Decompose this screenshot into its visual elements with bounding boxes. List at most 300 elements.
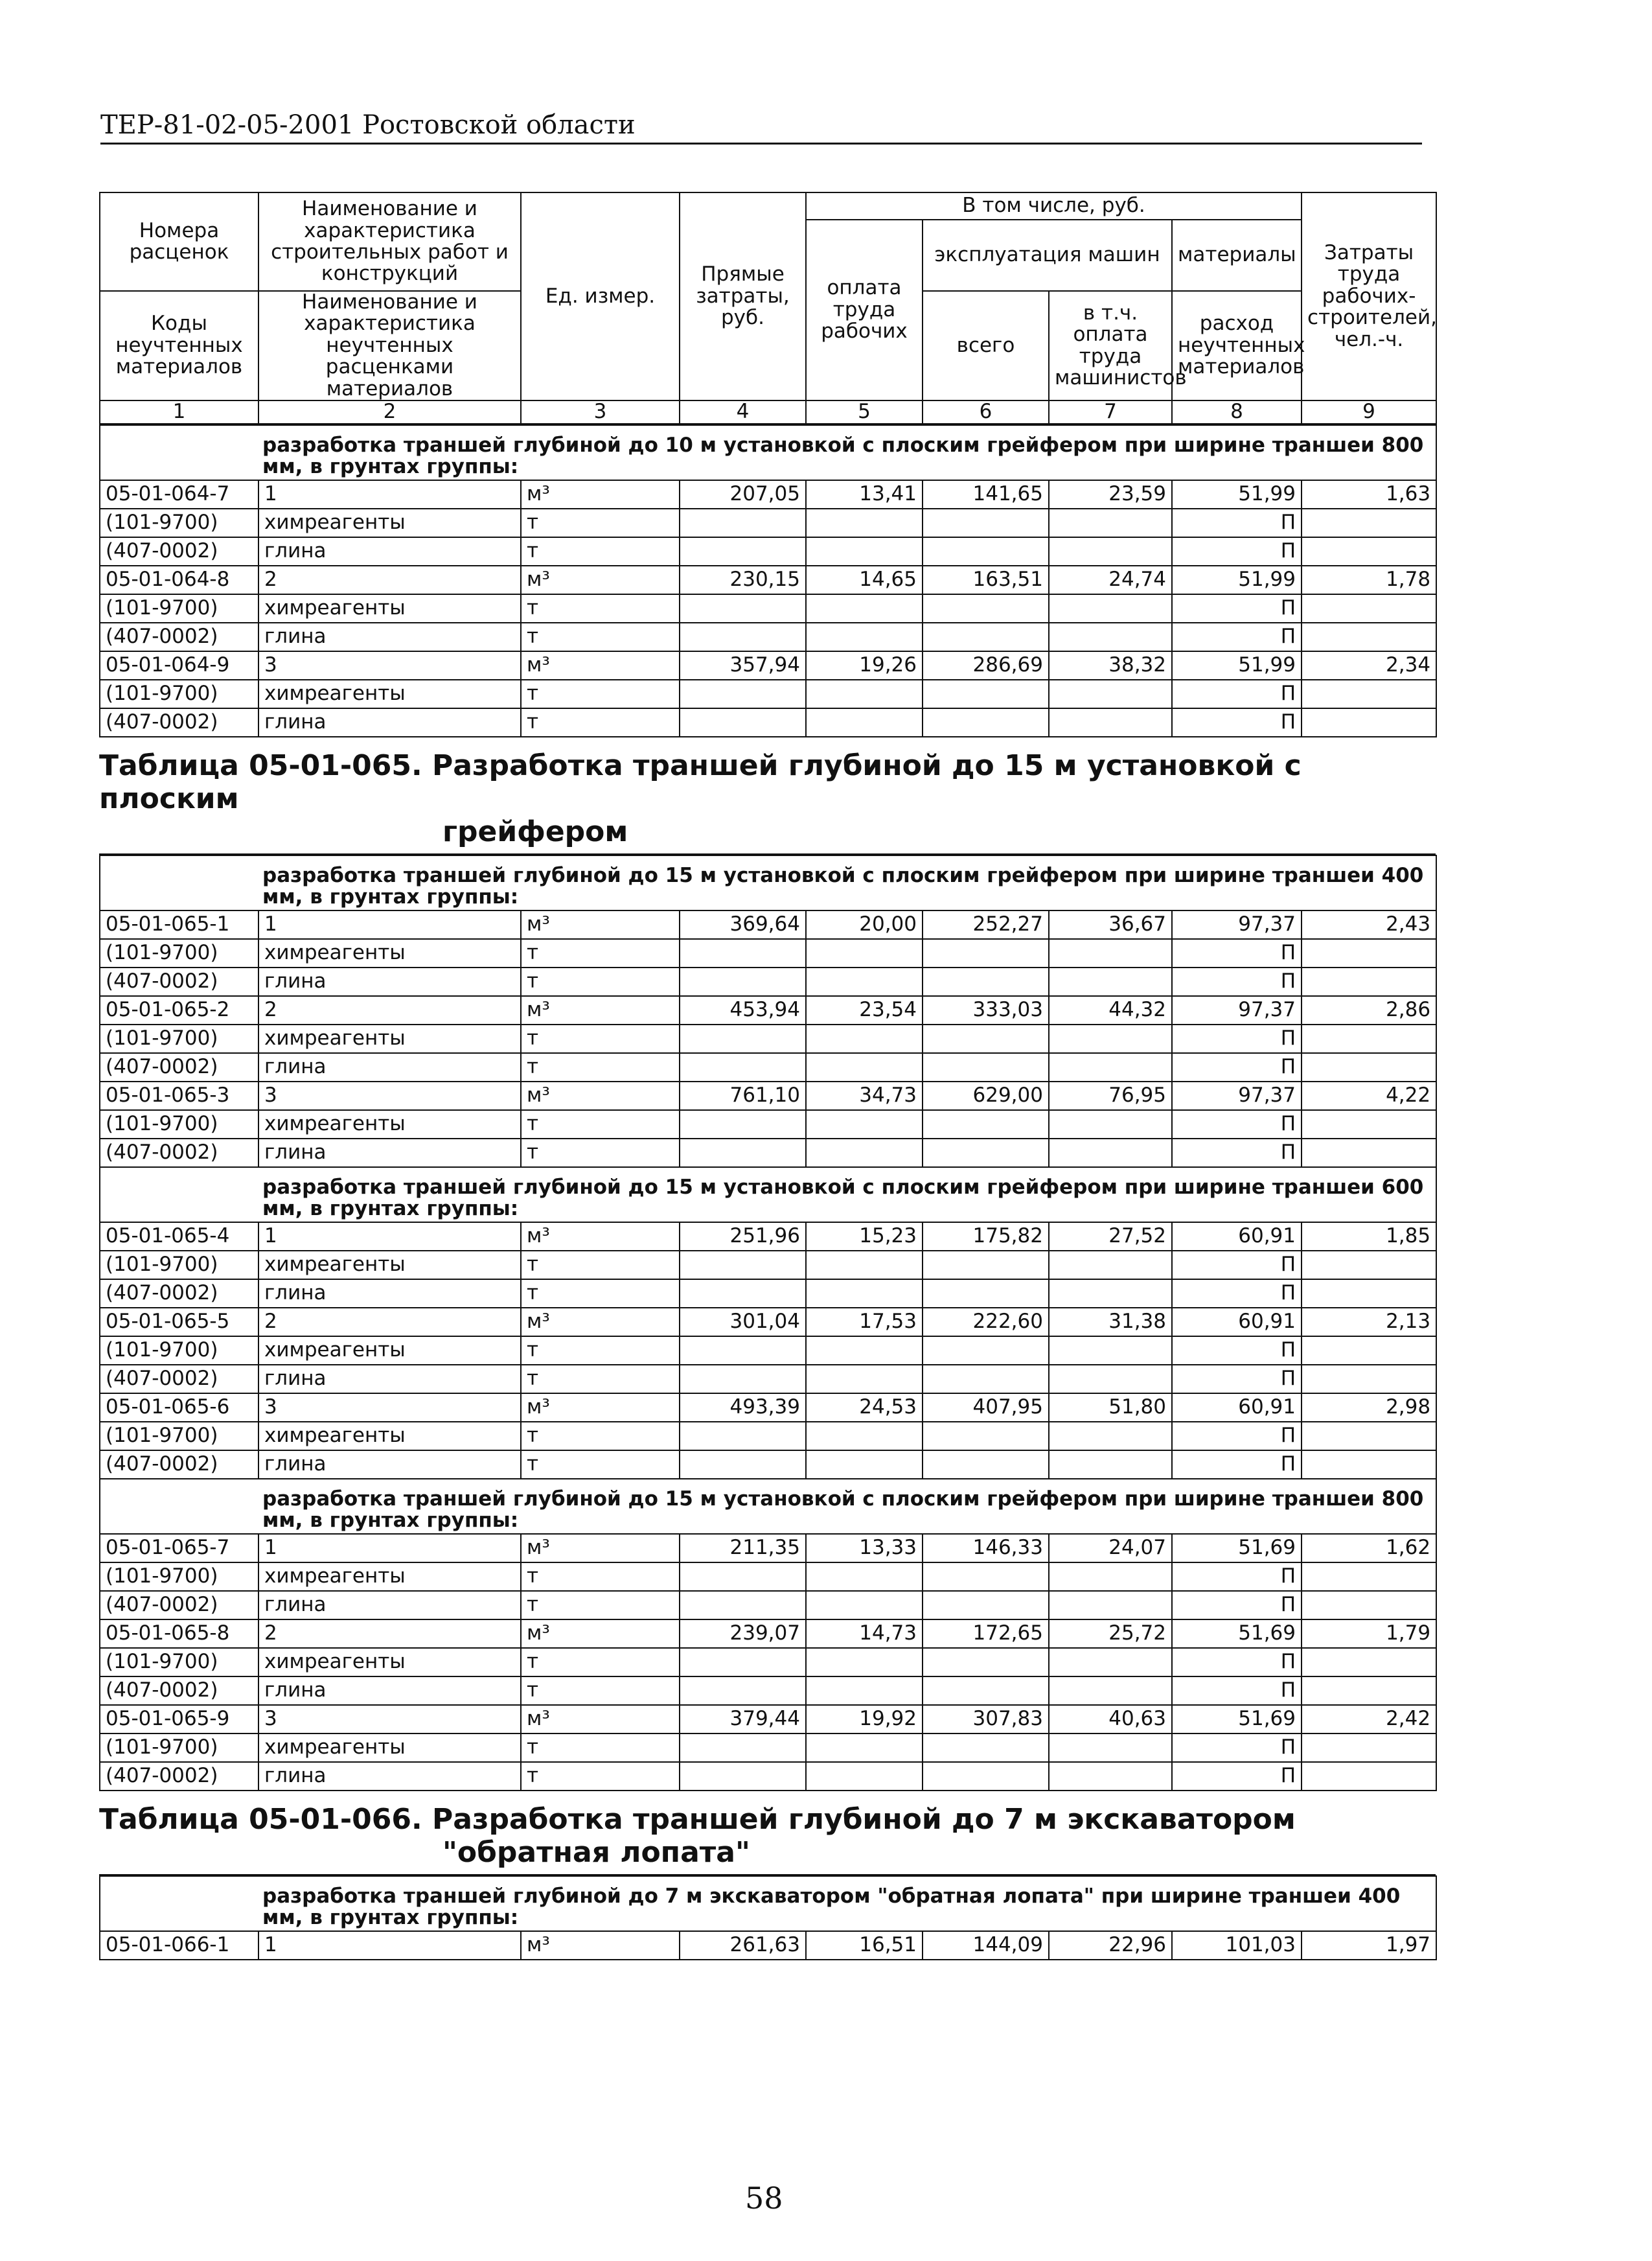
rate-code: 05-01-064-8 [100,566,258,594]
machinist-pay: 40,63 [1049,1705,1172,1733]
material-row [100,1648,1436,1676]
material-code: (407-0002) [100,968,258,996]
labor-hours: 1,85 [1302,1222,1436,1251]
empty-cell [923,1648,1049,1676]
materials-cost: 60,91 [1172,1393,1302,1422]
rate-code: 05-01-064-7 [100,480,258,509]
empty-cell [923,1762,1049,1791]
material-flag: П [1172,708,1302,737]
material-unit: т [521,1733,680,1762]
rates-table-1 [99,1875,1437,1960]
col-number-6: 6 [923,400,1049,423]
material-name: глина [258,1762,521,1791]
machine-operation: 286,69 [923,651,1049,680]
material-name: глина [258,1676,521,1705]
empty-cell [680,1336,806,1365]
material-unit: т [521,1562,680,1591]
material-flag: П [1172,939,1302,968]
rate-row [100,1393,1436,1422]
empty-cell [680,1733,806,1762]
empty-cell [923,1733,1049,1762]
labor-hours: 1,78 [1302,566,1436,594]
machine-operation: 307,83 [923,1705,1049,1733]
soil-group: 2 [258,996,521,1025]
materials-cost: 97,37 [1172,1082,1302,1110]
rate-row [100,480,1436,509]
empty-cell [923,594,1049,623]
empty-cell [806,1676,923,1705]
empty-cell [1049,509,1172,537]
empty-cell [923,1365,1049,1393]
direct-costs: 493,39 [680,1393,806,1422]
materials-cost: 51,99 [1172,480,1302,509]
col-header-6: всего [923,291,1049,400]
material-name: глина [258,1365,521,1393]
rate-code: 05-01-064-9 [100,651,258,680]
empty-cell [806,1450,923,1479]
empty-cell [1302,623,1436,651]
material-flag: П [1172,1762,1302,1791]
material-unit: т [521,594,680,623]
rates-table-064 [99,424,1437,737]
material-unit: т [521,939,680,968]
rate-row [100,1222,1436,1251]
empty-cell [806,623,923,651]
material-name: глина [258,1139,521,1167]
empty-cell [680,1591,806,1619]
material-flag: П [1172,1025,1302,1053]
col-number-3: 3 [521,400,680,423]
material-row [100,509,1436,537]
empty-cell [923,1110,1049,1139]
material-unit: т [521,1422,680,1450]
material-code: (407-0002) [100,1053,258,1082]
empty-cell [923,1676,1049,1705]
empty-cell [1302,1762,1436,1791]
empty-cell [680,1053,806,1082]
material-code: (407-0002) [100,1450,258,1479]
unit: м³ [521,910,680,939]
material-unit: т [521,1676,680,1705]
material-code: (101-9700) [100,1251,258,1279]
empty-cell [806,1336,923,1365]
labor-pay: 24,53 [806,1393,923,1422]
material-unit: т [521,1450,680,1479]
empty-cell [1302,1025,1436,1053]
machinist-pay: 36,67 [1049,910,1172,939]
material-code: (407-0002) [100,1591,258,1619]
material-name: химреагенты [258,1025,521,1053]
soil-group: 3 [258,1393,521,1422]
empty-cell [923,1591,1049,1619]
empty-cell [923,623,1049,651]
empty-cell [923,1025,1049,1053]
material-row [100,939,1436,968]
rate-row [100,1534,1436,1562]
empty-cell [1049,1279,1172,1308]
empty-cell [680,623,806,651]
unit: м³ [521,1308,680,1336]
labor-pay: 34,73 [806,1082,923,1110]
empty-cell [806,680,923,708]
empty-cell [806,1279,923,1308]
material-code: (101-9700) [100,1648,258,1676]
col-number-5: 5 [806,400,923,423]
material-flag: П [1172,1279,1302,1308]
empty-cell [1049,594,1172,623]
machine-operation: 407,95 [923,1393,1049,1422]
material-row [100,1139,1436,1167]
machinist-pay: 51,80 [1049,1393,1172,1422]
machinist-pay: 23,59 [1049,480,1172,509]
soil-group: 2 [258,566,521,594]
col-header-9: Затраты труда рабочих-строителей, чел.-ч. [1302,192,1436,400]
empty-cell [680,1422,806,1450]
empty-cell [1302,1279,1436,1308]
labor-hours: 1,79 [1302,1619,1436,1648]
labor-hours: 1,62 [1302,1534,1436,1562]
material-code: (407-0002) [100,537,258,566]
column-header-table [99,192,1437,424]
table-title-line2: грейфером [442,815,628,848]
empty-cell [806,1025,923,1053]
empty-cell [1049,1648,1172,1676]
material-code: (101-9700) [100,509,258,537]
direct-costs: 207,05 [680,480,806,509]
direct-costs: 239,07 [680,1619,806,1648]
rate-code: 05-01-065-6 [100,1393,258,1422]
labor-pay: 14,65 [806,566,923,594]
rate-row [100,651,1436,680]
soil-group: 1 [258,1931,521,1960]
machine-operation: 163,51 [923,566,1049,594]
empty-cell [806,1053,923,1082]
empty-cell [680,1365,806,1393]
empty-cell [806,939,923,968]
machinist-pay: 27,52 [1049,1222,1172,1251]
unit: м³ [521,996,680,1025]
empty-cell [1302,1676,1436,1705]
material-code: (101-9700) [100,1336,258,1365]
material-code: (101-9700) [100,1733,258,1762]
material-unit: т [521,1025,680,1053]
empty-cell [806,1648,923,1676]
soil-group: 3 [258,1082,521,1110]
unit: м³ [521,1393,680,1422]
material-row [100,1025,1436,1053]
empty-cell [1302,1733,1436,1762]
table-title-line1: Таблица 05-01-065. Разработка траншей глубиной до 15 м установкой с плоским [99,748,1302,815]
empty-cell [1049,1591,1172,1619]
material-code: (101-9700) [100,680,258,708]
material-name: химреагенты [258,680,521,708]
material-name: глина [258,537,521,566]
rate-row [100,1082,1436,1110]
page-number: 58 [745,2181,783,2216]
empty-cell [680,680,806,708]
material-unit: т [521,1110,680,1139]
empty-cell [680,1450,806,1479]
material-name: химреагенты [258,1562,521,1591]
machinist-pay: 24,74 [1049,566,1172,594]
direct-costs: 261,63 [680,1931,806,1960]
rates-sheet [99,192,1436,1960]
material-name: химреагенты [258,1648,521,1676]
direct-costs: 369,64 [680,910,806,939]
empty-cell [923,1422,1049,1450]
empty-cell [680,594,806,623]
material-name: химреагенты [258,509,521,537]
soil-group: 1 [258,1222,521,1251]
material-row [100,623,1436,651]
empty-cell [923,1251,1049,1279]
unit: м³ [521,1082,680,1110]
empty-cell [680,1251,806,1279]
empty-cell [923,509,1049,537]
col-header-2a: Наименование и характеристика строительных работ и конструкций [258,192,521,291]
machine-operation: 222,60 [923,1308,1049,1336]
empty-cell [806,968,923,996]
labor-pay: 23,54 [806,996,923,1025]
unit: м³ [521,1222,680,1251]
material-flag: П [1172,1676,1302,1705]
material-code: (407-0002) [100,1676,258,1705]
material-flag: П [1172,1422,1302,1450]
rate-code: 05-01-065-2 [100,996,258,1025]
empty-cell [1302,1365,1436,1393]
material-row [100,1450,1436,1479]
soil-group: 2 [258,1619,521,1648]
machine-operation: 172,65 [923,1619,1049,1648]
empty-cell [1302,1450,1436,1479]
empty-cell [806,537,923,566]
labor-pay: 15,23 [806,1222,923,1251]
materials-cost: 51,99 [1172,566,1302,594]
material-row [100,708,1436,737]
material-flag: П [1172,968,1302,996]
empty-cell [1049,623,1172,651]
material-flag: П [1172,1450,1302,1479]
rate-row [100,1931,1436,1960]
machinist-pay: 31,38 [1049,1308,1172,1336]
material-row [100,1365,1436,1393]
col-header-3: Ед. измер. [521,192,680,400]
empty-cell [923,1336,1049,1365]
rate-code: 05-01-065-7 [100,1534,258,1562]
machinist-pay: 22,96 [1049,1931,1172,1960]
material-code: (407-0002) [100,1365,258,1393]
material-flag: П [1172,1591,1302,1619]
labor-pay: 16,51 [806,1931,923,1960]
material-flag: П [1172,680,1302,708]
empty-cell [923,1562,1049,1591]
material-code: (407-0002) [100,708,258,737]
material-row [100,537,1436,566]
material-row [100,1422,1436,1450]
direct-costs: 357,94 [680,651,806,680]
empty-cell [806,1762,923,1791]
material-row [100,1762,1436,1791]
material-unit: т [521,708,680,737]
empty-cell [1049,1762,1172,1791]
empty-cell [923,680,1049,708]
rate-row [100,566,1436,594]
material-unit: т [521,1053,680,1082]
machinist-pay: 24,07 [1049,1534,1172,1562]
material-name: глина [258,623,521,651]
empty-cell [806,1422,923,1450]
material-name: глина [258,1053,521,1082]
empty-cell [1302,1336,1436,1365]
empty-cell [1302,680,1436,708]
material-name: глина [258,1279,521,1308]
material-flag: П [1172,1648,1302,1676]
unit: м³ [521,1931,680,1960]
material-name: глина [258,1591,521,1619]
empty-cell [680,509,806,537]
empty-cell [680,1762,806,1791]
soil-group: 1 [258,1534,521,1562]
materials-cost: 97,37 [1172,996,1302,1025]
material-flag: П [1172,1139,1302,1167]
materials-cost: 51,69 [1172,1705,1302,1733]
col-number-1: 1 [100,400,258,423]
material-row [100,1591,1436,1619]
material-name: химреагенты [258,594,521,623]
empty-cell [680,1139,806,1167]
group-caption: разработка траншей глубиной до 15 м установкой с плоским грейфером при ширине траншеи 600 мм, в грунтах группы: [100,1167,1436,1222]
empty-cell [1049,1450,1172,1479]
material-name: химреагенты [258,1110,521,1139]
soil-group: 3 [258,651,521,680]
material-flag: П [1172,1733,1302,1762]
direct-costs: 251,96 [680,1222,806,1251]
material-unit: т [521,537,680,566]
empty-cell [806,1562,923,1591]
machine-operation: 333,03 [923,996,1049,1025]
soil-group: 2 [258,1308,521,1336]
material-name: химреагенты [258,1422,521,1450]
empty-cell [1049,1251,1172,1279]
material-unit: т [521,680,680,708]
material-flag: П [1172,509,1302,537]
material-unit: т [521,1251,680,1279]
unit: м³ [521,480,680,509]
col-number-7: 7 [1049,400,1172,423]
empty-cell [806,1251,923,1279]
material-unit: т [521,509,680,537]
col-header-2b: Наименование и характеристика неучтенных расценками материалов [258,291,521,400]
labor-hours: 2,86 [1302,996,1436,1025]
empty-cell [1302,1110,1436,1139]
material-code: (407-0002) [100,623,258,651]
direct-costs: 453,94 [680,996,806,1025]
material-row [100,1733,1436,1762]
unit: м³ [521,1619,680,1648]
unit: м³ [521,651,680,680]
empty-cell [1302,939,1436,968]
labor-hours: 1,63 [1302,480,1436,509]
labor-hours: 1,97 [1302,1931,1436,1960]
empty-cell [680,1648,806,1676]
empty-cell [923,1139,1049,1167]
material-row [100,1562,1436,1591]
machinist-pay: 38,32 [1049,651,1172,680]
soil-group: 3 [258,1705,521,1733]
rate-code: 05-01-065-4 [100,1222,258,1251]
empty-cell [1049,939,1172,968]
material-code: (101-9700) [100,1562,258,1591]
empty-cell [680,1676,806,1705]
empty-cell [1302,594,1436,623]
empty-cell [1049,680,1172,708]
group-caption: разработка траншей глубиной до 10 м установкой с плоским грейфером при ширине траншеи 800 мм, в грунтах группы: [100,425,1436,480]
empty-cell [923,1279,1049,1308]
empty-cell [806,1591,923,1619]
rate-row [100,1308,1436,1336]
material-code: (407-0002) [100,1139,258,1167]
direct-costs: 379,44 [680,1705,806,1733]
group-caption: разработка траншей глубиной до 15 м установкой с плоским грейфером при ширине траншеи 800 мм, в грунтах группы: [100,1479,1436,1534]
empty-cell [680,1110,806,1139]
material-flag: П [1172,1336,1302,1365]
col-number-9: 9 [1302,400,1436,423]
table-title [99,1791,1436,1875]
empty-cell [923,1053,1049,1082]
material-name: глина [258,1450,521,1479]
empty-cell [1302,1422,1436,1450]
labor-hours: 2,13 [1302,1308,1436,1336]
material-row [100,968,1436,996]
labor-pay: 13,33 [806,1534,923,1562]
empty-cell [680,968,806,996]
machine-operation: 175,82 [923,1222,1049,1251]
material-unit: т [521,1279,680,1308]
material-row [100,1279,1436,1308]
rate-code: 05-01-065-1 [100,910,258,939]
material-code: (101-9700) [100,594,258,623]
machinist-pay: 76,95 [1049,1082,1172,1110]
group-caption: разработка траншей глубиной до 7 м экскаватором "обратная лопата" при ширине траншеи 400 мм, в грунтах группы: [100,1876,1436,1931]
materials-cost: 60,91 [1172,1308,1302,1336]
col-header-incl: В том числе, руб. [806,192,1302,220]
empty-cell [1049,1422,1172,1450]
empty-cell [1049,1336,1172,1365]
empty-cell [806,1110,923,1139]
direct-costs: 211,35 [680,1534,806,1562]
material-name: химреагенты [258,1251,521,1279]
machine-operation: 252,27 [923,910,1049,939]
empty-cell [1049,1025,1172,1053]
rates-table-0 [99,855,1437,1791]
material-code: (407-0002) [100,1279,258,1308]
material-name: глина [258,708,521,737]
labor-pay: 17,53 [806,1308,923,1336]
table-title [99,737,1436,855]
material-flag: П [1172,1053,1302,1082]
labor-pay: 13,41 [806,480,923,509]
empty-cell [1049,1365,1172,1393]
material-row [100,594,1436,623]
empty-cell [680,1279,806,1308]
empty-cell [923,939,1049,968]
material-code: (101-9700) [100,1110,258,1139]
material-row [100,1110,1436,1139]
soil-group: 1 [258,910,521,939]
material-unit: т [521,623,680,651]
material-row [100,680,1436,708]
empty-cell [1302,537,1436,566]
